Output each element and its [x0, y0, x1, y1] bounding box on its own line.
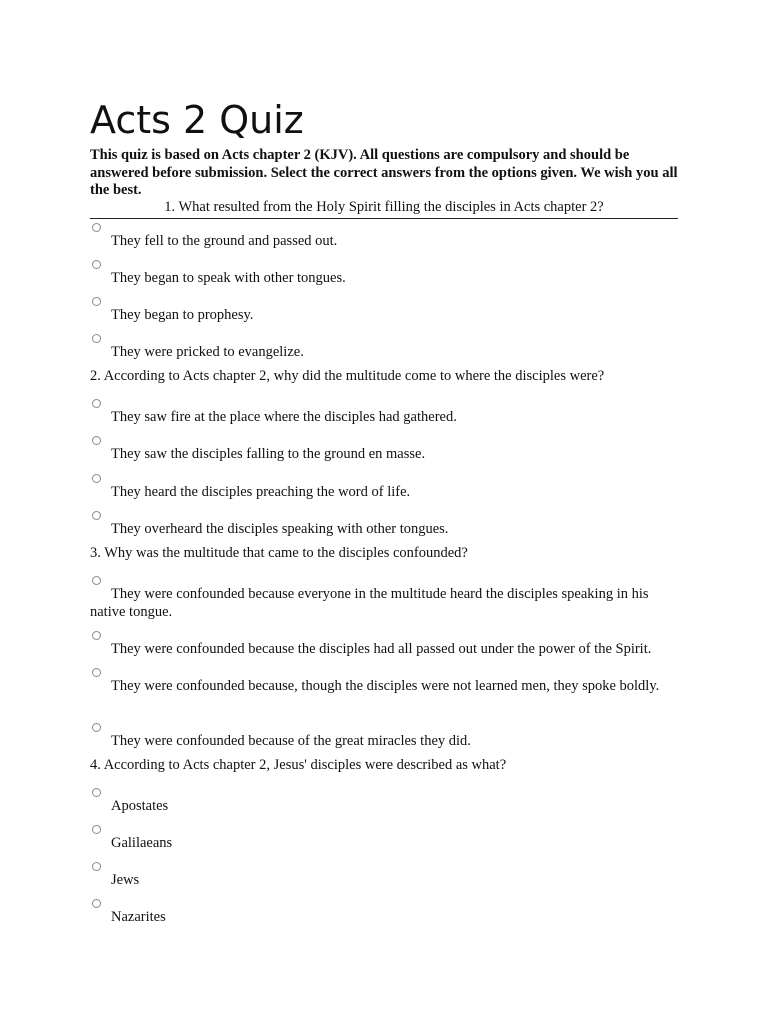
radio-button[interactable] [92, 334, 101, 343]
question-3-option-1[interactable] [90, 576, 680, 621]
option-label: They saw the disciples falling to the ground en masse. [111, 446, 426, 462]
radio-button[interactable] [92, 576, 101, 585]
radio-button[interactable] [92, 511, 101, 520]
option-label: They were confounded because the disciples had all passed out under the power of the Spirit. [111, 641, 652, 657]
radio-button[interactable] [92, 297, 101, 306]
question-3-text: 3. Why was the multitude that came to the disciples confounded? [90, 545, 468, 561]
radio-button[interactable] [92, 223, 101, 232]
question-4-option-1[interactable] [90, 788, 680, 815]
question-3-option-4[interactable] [90, 723, 680, 750]
radio-button[interactable] [92, 862, 101, 871]
option-label: They began to prophesy. [111, 307, 254, 323]
question-4-option-2[interactable] [90, 825, 680, 852]
question-3-option-2[interactable] [90, 631, 680, 658]
option-label: They began to speak with other tongues. [111, 270, 346, 286]
option-label: Jews [111, 872, 140, 888]
option-label: They saw fire at the place where the disciples had gathered. [111, 409, 457, 425]
option-label: They heard the disciples preaching the word of life. [111, 484, 411, 500]
option-label: They were confounded because everyone in the multitude heard the disciples speaking in his native tongue. [90, 586, 649, 620]
radio-button[interactable] [92, 631, 101, 640]
radio-button[interactable] [92, 825, 101, 834]
radio-button[interactable] [92, 399, 101, 408]
question-2-option-4[interactable] [90, 511, 680, 538]
radio-button[interactable] [92, 788, 101, 797]
question-1-option-3[interactable] [90, 297, 680, 324]
option-label: They were confounded because of the great miracles they did. [111, 733, 471, 749]
question-2-option-2[interactable] [90, 436, 680, 463]
question-1-option-2[interactable] [90, 260, 680, 287]
radio-button[interactable] [92, 436, 101, 445]
radio-button[interactable] [92, 723, 101, 732]
question-1-option-4[interactable] [90, 334, 680, 361]
radio-button[interactable] [92, 899, 101, 908]
option-label: They were confounded because, though the disciples were not learned men, they spoke boldly. [111, 678, 660, 694]
page-title: Acts 2 Quiz [90, 98, 304, 142]
option-label: Galilaeans [111, 835, 173, 851]
question-4-text: 4. According to Acts chapter 2, Jesus' disciples were described as what? [90, 757, 507, 773]
radio-button[interactable] [92, 260, 101, 269]
quiz-intro: This quiz is based on Acts chapter 2 (KJV). All questions are compulsory and should be answered before submission. Select the correct answers from the options given. We wish you all the best. [90, 147, 678, 198]
question-4-option-3[interactable] [90, 862, 680, 889]
question-2-text: 2. According to Acts chapter 2, why did the multitude come to where the disciples were? [90, 368, 605, 384]
option-label: They were pricked to evangelize. [111, 344, 304, 360]
radio-button[interactable] [92, 668, 101, 677]
question-3-option-3[interactable] [90, 668, 680, 695]
question-2-option-3[interactable] [90, 474, 680, 501]
radio-button[interactable] [92, 474, 101, 483]
question-1-text: 1. What resulted from the Holy Spirit filling the disciples in Acts chapter 2? [90, 199, 678, 219]
option-label: They overheard the disciples speaking with other tongues. [111, 521, 449, 537]
question-4-option-4[interactable] [90, 899, 680, 926]
question-2-option-1[interactable] [90, 399, 680, 426]
option-label: Nazarites [111, 909, 166, 925]
option-label: Apostates [111, 798, 169, 814]
question-1-option-1[interactable] [90, 223, 680, 250]
option-label: They fell to the ground and passed out. [111, 233, 338, 249]
